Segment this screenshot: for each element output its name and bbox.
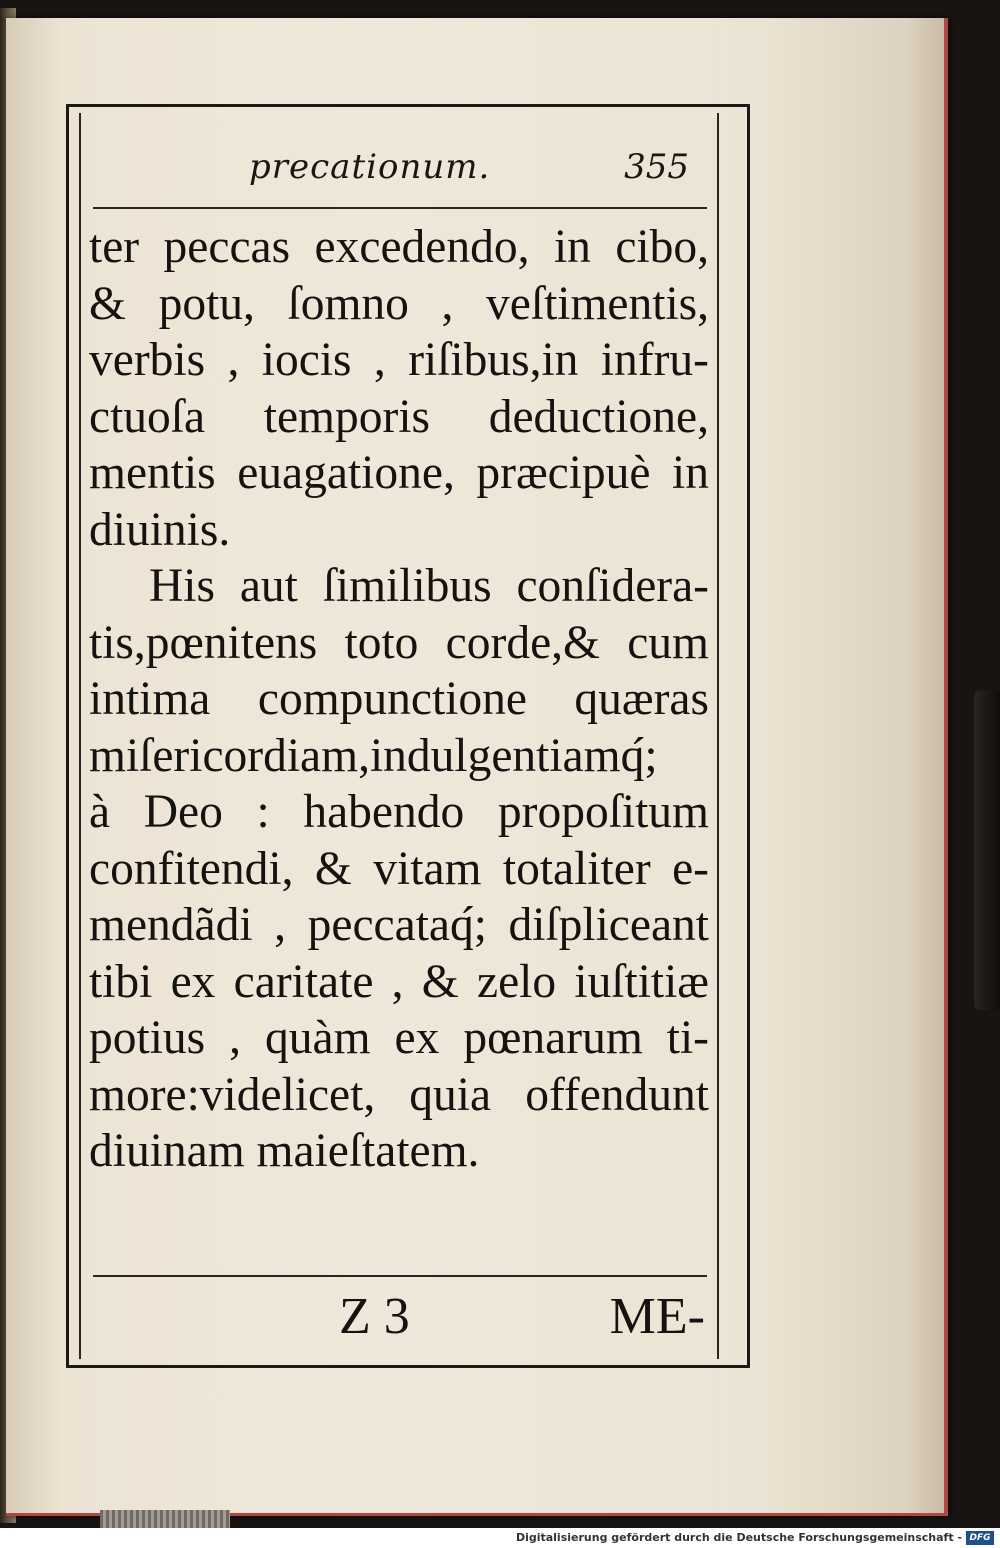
text-line: diuinis. [89, 503, 231, 556]
page-frame [66, 104, 750, 1368]
text-line: tis,pœnitens toto corde,& cum [89, 616, 709, 669]
text-line: more:videlicet, quia offendunt [89, 1068, 709, 1121]
text-line: à Deo : habendo propoſitum [89, 786, 709, 838]
text-line: intima compunctione quæras [89, 673, 709, 725]
body-text [89, 219, 709, 1180]
text-line: potius , quàm ex pœnarum ti- [89, 1012, 709, 1064]
spine-headband [100, 1510, 230, 1528]
catchword: ME- [609, 1288, 705, 1345]
text-line: tibi ex caritate , & zelo iuſtitiæ [89, 955, 709, 1008]
credit-bar [0, 1528, 1000, 1548]
running-head: precationum. [249, 147, 491, 187]
text-line: confitendi, & vitam totaliter e- [89, 842, 709, 895]
head-rule [93, 207, 707, 209]
text-line: diuinam maieſtatem. [89, 1125, 480, 1177]
text-line: mendãdi , peccataq́; diſpliceant [89, 899, 709, 951]
book-page [6, 18, 948, 1516]
text-line: ctuoſa temporis deductione, [89, 390, 709, 443]
dfg-logo-icon: DFG [966, 1531, 994, 1545]
text-line: mentis euagatione, præcipuè in [89, 447, 709, 499]
page-number: 355 [624, 147, 689, 187]
foot-rule [93, 1275, 707, 1277]
credit-text: Digitalisierung gefördert durch die Deutsche Forschungsgemeinschaft - [515, 1531, 962, 1544]
text-line: His aut ſimilibus conſidera- [149, 560, 709, 612]
bookmark-ribbon [974, 690, 1000, 1010]
signature-mark: Z 3 [339, 1288, 410, 1345]
text-line: verbis , iocis , riſibus,in infru- [89, 334, 709, 386]
text-line: miſericordiam,indulgentiamq́; [89, 729, 658, 782]
text-line: ter peccas excedendo, in cibo, [89, 221, 709, 273]
text-line: & potu, ſomno , veſtimentis, [89, 277, 709, 330]
